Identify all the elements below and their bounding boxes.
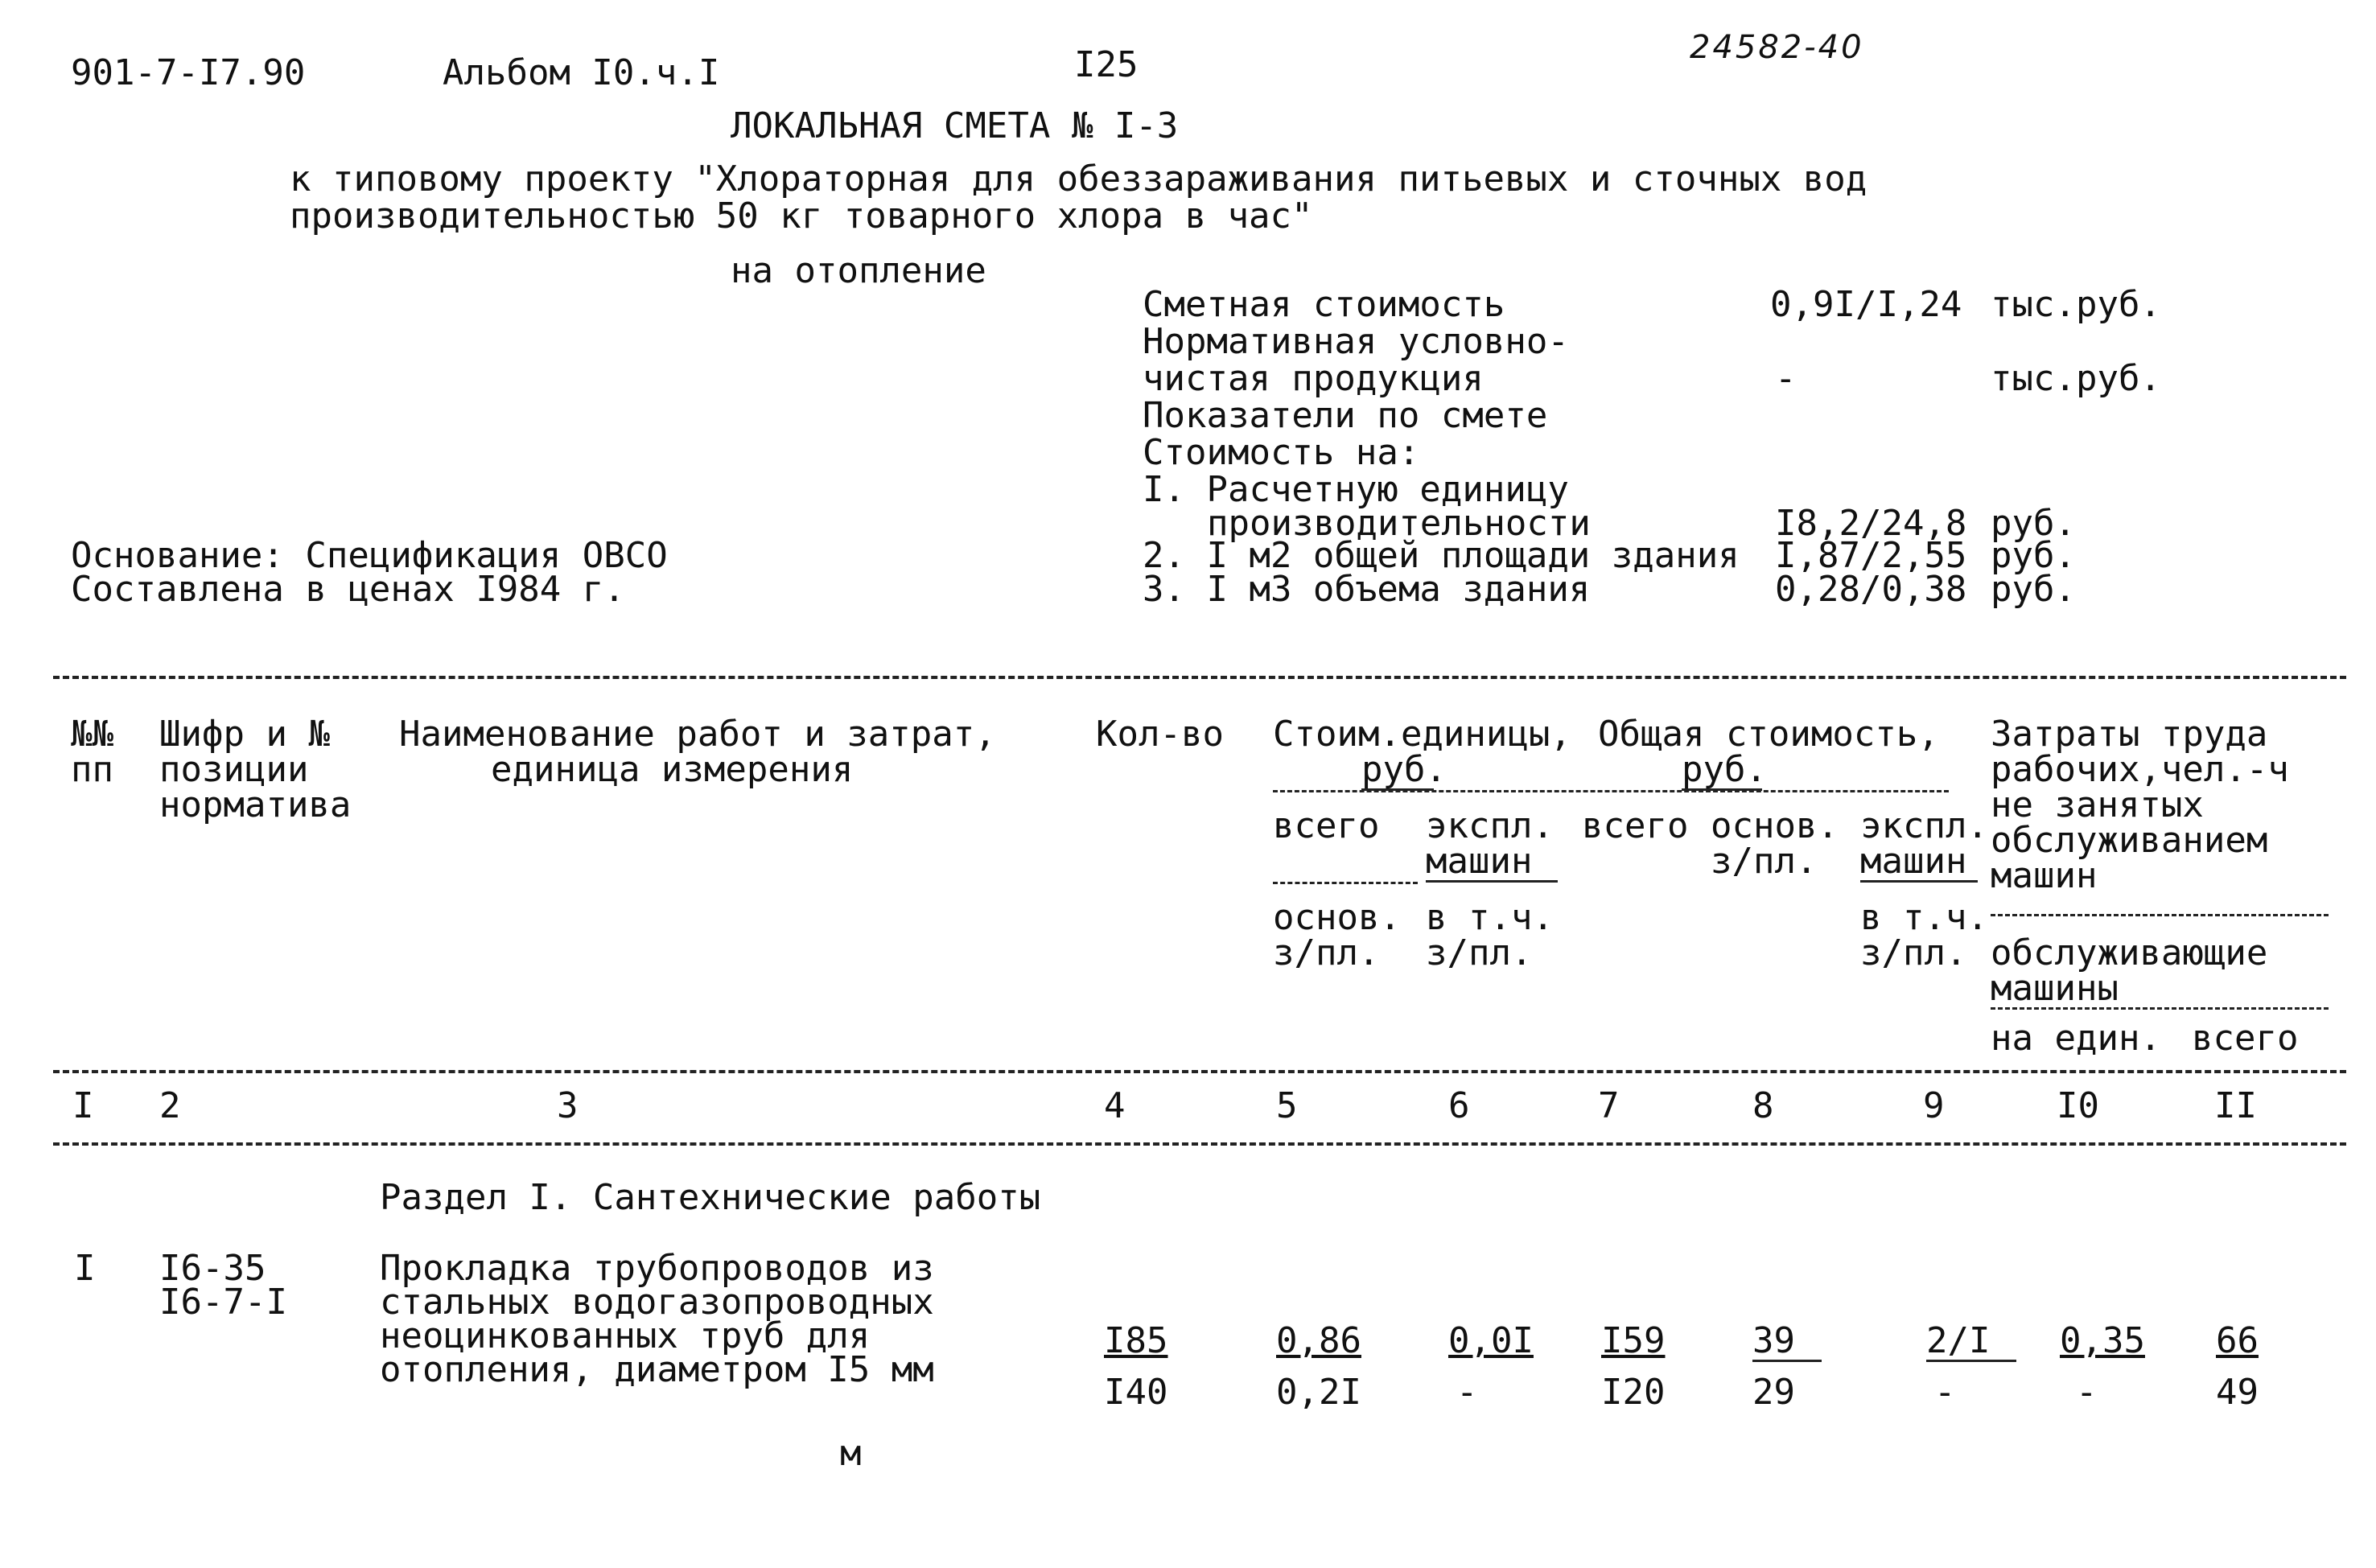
header-sub-incl2-2: з/пл. bbox=[1860, 932, 1967, 973]
row-unit: м bbox=[840, 1433, 862, 1474]
header-total-cost-1: Общая стоимость, bbox=[1598, 714, 1939, 755]
unit-cost-total: 0,86 bbox=[1276, 1320, 1361, 1361]
indicators-label: Показатели по смете bbox=[1143, 395, 1548, 436]
indicator-2-unit: руб. bbox=[1991, 535, 2076, 576]
header-code-3: норматива bbox=[159, 784, 352, 825]
header-bottom-rule bbox=[53, 1070, 2346, 1073]
unit-cost-machines: 0,0I bbox=[1448, 1320, 1534, 1361]
header-sub-expl2-1: экспл. bbox=[1860, 805, 1988, 846]
column-number: 8 bbox=[1752, 1085, 1774, 1126]
header-serving-1: обслуживающие bbox=[1991, 932, 2268, 973]
indicator-1-value: I8,2/24,8 bbox=[1775, 503, 1967, 544]
header-labor-4: обслуживанием bbox=[1991, 820, 2268, 861]
unit-cost-machine-wage: - bbox=[1456, 1372, 1478, 1413]
header-serving-2: машины bbox=[1991, 968, 2119, 1009]
labor-per-unit: 0,35 bbox=[2060, 1320, 2145, 1361]
basis-line-1: Основание: Спецификация ОВСО bbox=[71, 535, 668, 576]
header-unit-cost-1: Стоим.единицы, bbox=[1273, 714, 1571, 755]
indicator-3-value: 0,28/0,38 bbox=[1775, 569, 1967, 610]
header-num-2: пп bbox=[71, 749, 113, 790]
total-machines: 2/I bbox=[1926, 1320, 1991, 1361]
header-labor-1: Затраты труда bbox=[1991, 714, 2268, 755]
header-name-1: Наименование работ и затрат, bbox=[399, 714, 996, 755]
header-qty: Кол-во bbox=[1096, 714, 1224, 755]
indicator-3-unit: руб. bbox=[1991, 569, 2076, 610]
column-number: 2 bbox=[159, 1085, 181, 1126]
sub-expl-underline bbox=[1426, 880, 1558, 883]
indicator-1-label-1: I. Расчетную единицу bbox=[1143, 469, 1569, 510]
total-base-wage: 39 bbox=[1752, 1320, 1795, 1361]
header-sub-incl-2: з/пл. bbox=[1426, 932, 1533, 973]
project-line-1: к типовому проекту "Хлораторная для обеззараживания питьевых и сточных вод bbox=[290, 158, 1867, 200]
row-code-1: I6-35 bbox=[159, 1248, 266, 1289]
document-code: 901-7-I7.90 bbox=[71, 52, 306, 93]
header-sub-expl-1: экспл. bbox=[1426, 805, 1554, 846]
qty-total: I85 bbox=[1104, 1320, 1168, 1361]
column-number: 3 bbox=[557, 1085, 579, 1126]
header-code-1: Шифр и № bbox=[159, 714, 330, 755]
labor-sub-rule bbox=[1991, 914, 2329, 916]
column-number: 5 bbox=[1276, 1085, 1298, 1126]
column-number: I0 bbox=[2057, 1085, 2099, 1126]
labor-serving-per-unit: - bbox=[2076, 1372, 2098, 1413]
header-labor-2: рабочих,чел.-ч bbox=[1991, 749, 2289, 790]
indicator-2-value: I,87/2,55 bbox=[1775, 535, 1967, 576]
unit-cost-sub-rule bbox=[1273, 882, 1418, 884]
total-cost-bottom: I20 bbox=[1601, 1372, 1666, 1413]
header-labor-3: не занятых bbox=[1991, 784, 2204, 825]
column-number: I bbox=[72, 1085, 94, 1126]
estimated-cost-label: Сметная стоимость bbox=[1143, 284, 1505, 325]
total-cost: I59 bbox=[1601, 1320, 1666, 1361]
header-sub-total2: всего bbox=[1582, 805, 1689, 846]
header-per-unit: на един. bbox=[1991, 1018, 2161, 1059]
header-code-2: позиции bbox=[159, 749, 309, 790]
section-title: Раздел I. Сантехнические работы bbox=[380, 1177, 1041, 1218]
unit-cost-rub-underline bbox=[1361, 788, 1434, 791]
header-unit-cost-2: руб. bbox=[1361, 749, 1447, 790]
header-total-cost-2: руб. bbox=[1682, 749, 1767, 790]
album-label: Альбом I0.ч.I bbox=[443, 52, 720, 93]
column-number: 6 bbox=[1448, 1085, 1470, 1126]
normative-label-1: Нормативная условно- bbox=[1143, 321, 1569, 362]
labor-total: 66 bbox=[2216, 1320, 2259, 1361]
header-total: всего bbox=[2192, 1018, 2299, 1059]
header-sub-osnov-1: основ. bbox=[1273, 897, 1401, 938]
column-number: II bbox=[2214, 1085, 2257, 1126]
column-number: 7 bbox=[1598, 1085, 1620, 1126]
indicator-1-unit: руб. bbox=[1991, 503, 2076, 544]
table-top-rule bbox=[53, 676, 2346, 679]
column-number: 9 bbox=[1923, 1085, 1945, 1126]
row-code-2: I6-7-I bbox=[159, 1282, 287, 1323]
serving-rule bbox=[1991, 1007, 2329, 1010]
stamp-number: 24582-40 bbox=[1690, 29, 1864, 66]
header-sub-osnov-2: з/пл. bbox=[1273, 932, 1380, 973]
indicator-2-label: 2. I м2 общей площади здания bbox=[1143, 535, 1740, 576]
total-machine-wage: - bbox=[1934, 1372, 1956, 1413]
header-sub-incl-1: в т.ч. bbox=[1426, 897, 1554, 938]
header-labor-5: машин bbox=[1991, 855, 2098, 896]
estimate-title: ЛОКАЛЬНАЯ СМЕТА № I-3 bbox=[731, 105, 1179, 146]
project-line-2: производительностью 50 кг товарного хлора в час" bbox=[290, 195, 1313, 237]
column-number: 4 bbox=[1104, 1085, 1126, 1126]
row-number: I bbox=[74, 1248, 96, 1289]
normative-value: - bbox=[1775, 358, 1797, 399]
header-sub-expl2-2: машин bbox=[1860, 841, 1967, 882]
total-base-wage-underline bbox=[1752, 1360, 1822, 1362]
row-name-1: Прокладка трубопроводов из bbox=[380, 1248, 934, 1289]
header-sub-expl-2: машин bbox=[1426, 841, 1533, 882]
row-name-4: отопления, диаметром I5 мм bbox=[380, 1349, 934, 1390]
cost-for-label: Стоимость на: bbox=[1143, 432, 1420, 473]
total-cost-rub-underline bbox=[1682, 788, 1762, 791]
row-name-2: стальных водогазопроводных bbox=[380, 1282, 934, 1323]
basis-line-2: Составлена в ценах I984 г. bbox=[71, 569, 625, 610]
total-base-wage-bottom: 29 bbox=[1752, 1372, 1795, 1413]
sub-expl2-underline bbox=[1860, 880, 1978, 883]
unit-cost-base-wage: 0,2I bbox=[1276, 1372, 1361, 1413]
header-sub-base-1: основ. bbox=[1711, 805, 1839, 846]
normative-unit: тыс.руб. bbox=[1991, 358, 2161, 399]
header-name-2: единица измерения bbox=[491, 749, 854, 790]
header-sub-base-2: з/пл. bbox=[1711, 841, 1818, 882]
indicator-1-label-2: производительности bbox=[1207, 503, 1591, 544]
estimated-cost-unit: тыс.руб. bbox=[1991, 284, 2161, 325]
normative-label-2: чистая продукция bbox=[1143, 358, 1484, 399]
header-num-1: №№ bbox=[71, 714, 113, 755]
page-number: I25 bbox=[1074, 44, 1139, 85]
qty-bottom: I40 bbox=[1104, 1372, 1168, 1413]
labor-serving-total: 49 bbox=[2216, 1372, 2259, 1413]
header-sub-incl2-1: в т.ч. bbox=[1860, 897, 1988, 938]
estimated-cost-value: 0,9I/I,24 bbox=[1770, 284, 1962, 325]
header-sub-total: всего bbox=[1273, 805, 1380, 846]
estimate-subject: на отопление bbox=[731, 250, 986, 291]
indicator-3-label: 3. I м3 объема здания bbox=[1143, 569, 1591, 610]
total-machines-underline bbox=[1926, 1360, 2016, 1362]
column-numbers-bottom-rule bbox=[53, 1142, 2346, 1146]
row-name-3: неоцинкованных труб для bbox=[380, 1315, 871, 1356]
